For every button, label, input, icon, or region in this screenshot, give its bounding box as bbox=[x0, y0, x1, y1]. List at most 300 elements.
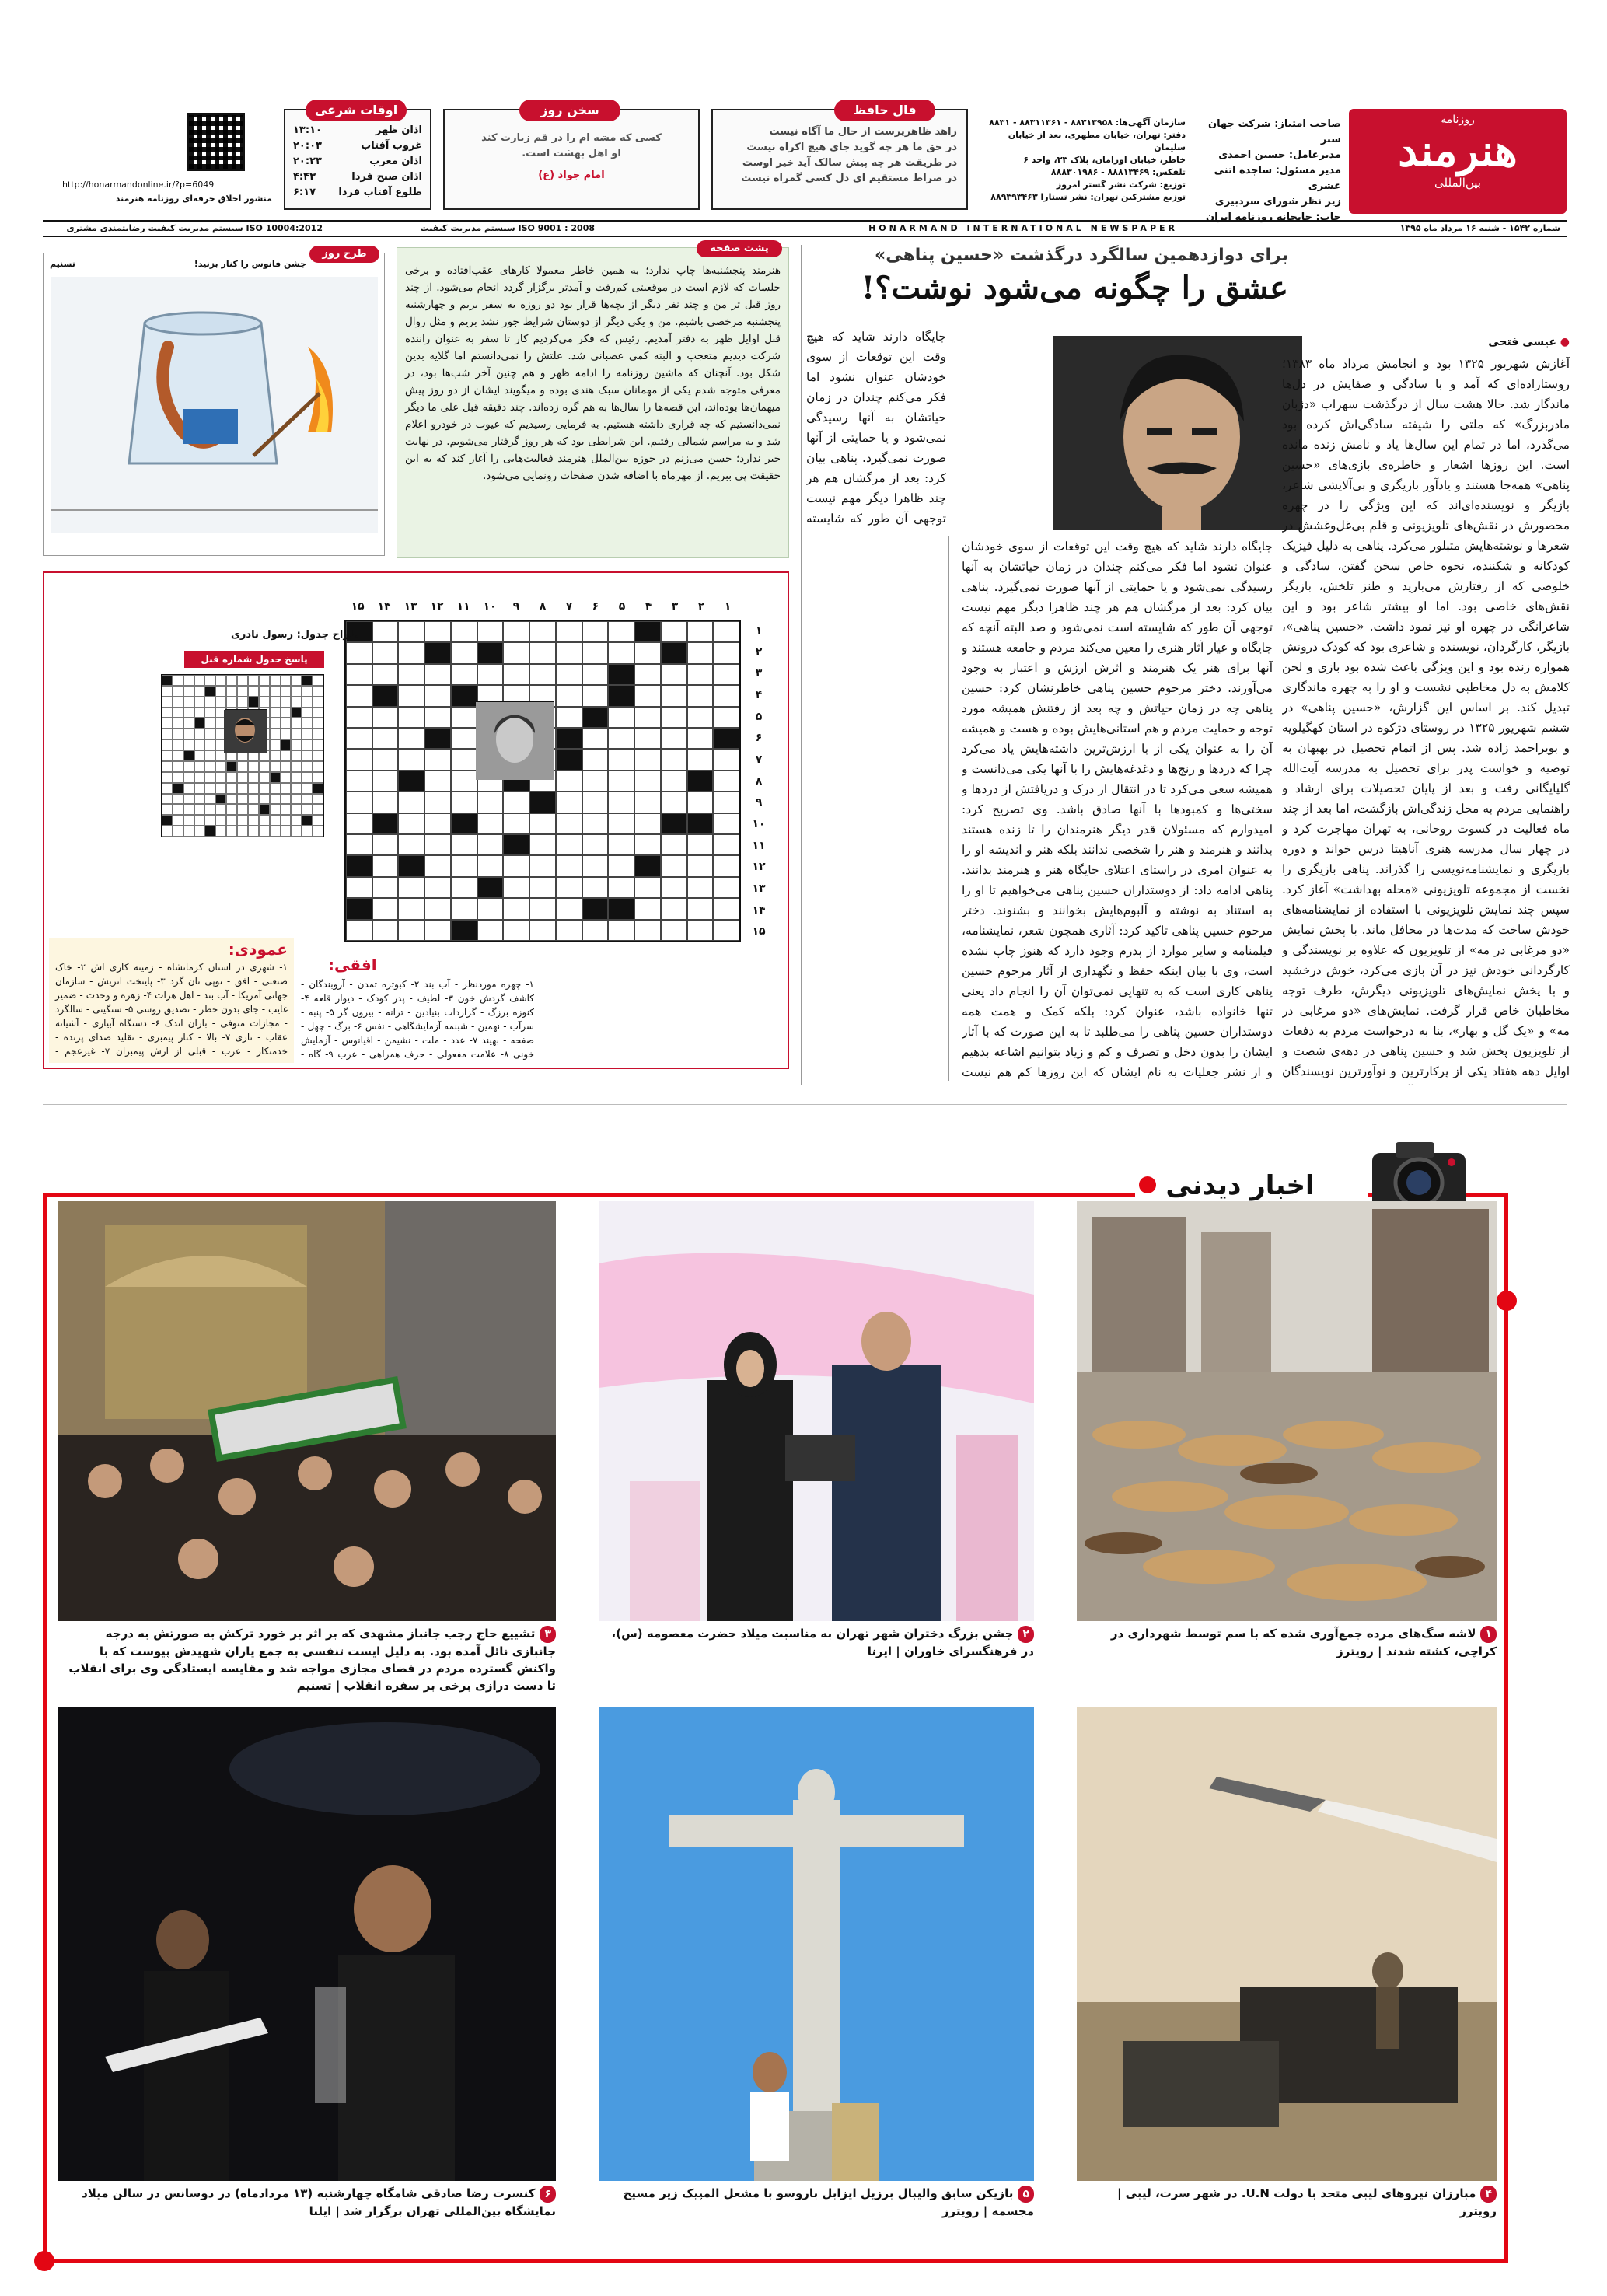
crossword-cell[interactable] bbox=[582, 728, 609, 749]
crossword-cell[interactable] bbox=[687, 877, 714, 898]
crossword-cell[interactable] bbox=[424, 855, 451, 876]
crossword-cell[interactable] bbox=[424, 685, 451, 706]
crossword-cell[interactable] bbox=[215, 783, 226, 794]
crossword-cell[interactable] bbox=[270, 718, 281, 729]
crossword-cell[interactable] bbox=[687, 749, 714, 770]
crossword-cell[interactable] bbox=[162, 772, 173, 783]
crossword-cell[interactable] bbox=[346, 898, 372, 919]
crossword-cell[interactable] bbox=[582, 664, 609, 685]
crossword-cell[interactable] bbox=[608, 920, 634, 941]
crossword-cell[interactable] bbox=[372, 792, 399, 813]
crossword-cell[interactable] bbox=[248, 697, 259, 708]
crossword-cell[interactable] bbox=[424, 834, 451, 855]
crossword-cell[interactable] bbox=[259, 697, 270, 708]
crossword-cell[interactable] bbox=[259, 826, 270, 837]
crossword-cell[interactable] bbox=[372, 920, 399, 941]
crossword-cell[interactable] bbox=[398, 621, 424, 642]
crossword-cell[interactable] bbox=[346, 813, 372, 834]
crossword-cell[interactable] bbox=[162, 804, 173, 815]
crossword-cell[interactable] bbox=[313, 761, 323, 772]
crossword-cell[interactable] bbox=[556, 792, 582, 813]
crossword-cell[interactable] bbox=[451, 855, 477, 876]
crossword-cell[interactable] bbox=[661, 920, 687, 941]
crossword-cell[interactable] bbox=[713, 685, 739, 706]
crossword-cell[interactable] bbox=[451, 707, 477, 728]
crossword-cell[interactable] bbox=[248, 761, 259, 772]
crossword-cell[interactable] bbox=[162, 750, 173, 761]
crossword-cell[interactable] bbox=[503, 813, 529, 834]
crossword-cell[interactable] bbox=[173, 804, 183, 815]
crossword-cell[interactable] bbox=[204, 718, 215, 729]
crossword-cell[interactable] bbox=[634, 685, 661, 706]
crossword-cell[interactable] bbox=[281, 794, 292, 805]
crossword-cell[interactable] bbox=[661, 855, 687, 876]
crossword-cell[interactable] bbox=[372, 664, 399, 685]
crossword-cell[interactable] bbox=[281, 697, 292, 708]
crossword-cell[interactable] bbox=[173, 761, 183, 772]
crossword-cell[interactable] bbox=[398, 877, 424, 898]
crossword-cell[interactable] bbox=[372, 771, 399, 792]
crossword-cell[interactable] bbox=[634, 707, 661, 728]
crossword-cell[interactable] bbox=[291, 815, 302, 826]
crossword-cell[interactable] bbox=[529, 664, 556, 685]
crossword-cell[interactable] bbox=[194, 675, 205, 686]
crossword-cell[interactable] bbox=[634, 792, 661, 813]
crossword-cell[interactable] bbox=[713, 642, 739, 663]
crossword-cell[interactable] bbox=[215, 815, 226, 826]
crossword-cell[interactable] bbox=[270, 826, 281, 837]
crossword-cell[interactable] bbox=[661, 728, 687, 749]
crossword-cell[interactable] bbox=[270, 708, 281, 718]
crossword-cell[interactable] bbox=[556, 877, 582, 898]
crossword-cell[interactable] bbox=[424, 749, 451, 770]
crossword-cell[interactable] bbox=[237, 761, 248, 772]
crossword-cell[interactable] bbox=[173, 783, 183, 794]
crossword-cell[interactable] bbox=[451, 664, 477, 685]
crossword-cell[interactable] bbox=[608, 855, 634, 876]
crossword-cell[interactable] bbox=[634, 834, 661, 855]
crossword-cell[interactable] bbox=[194, 815, 205, 826]
crossword-cell[interactable] bbox=[237, 697, 248, 708]
crossword-cell[interactable] bbox=[291, 750, 302, 761]
crossword-cell[interactable] bbox=[398, 664, 424, 685]
crossword-cell[interactable] bbox=[259, 794, 270, 805]
crossword-cell[interactable] bbox=[556, 642, 582, 663]
crossword-cell[interactable] bbox=[248, 686, 259, 697]
crossword-cell[interactable] bbox=[713, 621, 739, 642]
crossword-cell[interactable] bbox=[183, 794, 194, 805]
crossword-cell[interactable] bbox=[204, 675, 215, 686]
crossword-cell[interactable] bbox=[687, 898, 714, 919]
crossword-cell[interactable] bbox=[204, 686, 215, 697]
crossword-cell[interactable] bbox=[608, 898, 634, 919]
crossword-cell[interactable] bbox=[634, 898, 661, 919]
crossword-cell[interactable] bbox=[661, 771, 687, 792]
crossword-cell[interactable] bbox=[302, 718, 313, 729]
crossword-cell[interactable] bbox=[556, 749, 582, 770]
crossword-cell[interactable] bbox=[529, 898, 556, 919]
crossword-cell[interactable] bbox=[346, 685, 372, 706]
crossword-cell[interactable] bbox=[302, 739, 313, 750]
crossword-cell[interactable] bbox=[302, 697, 313, 708]
crossword-cell[interactable] bbox=[372, 707, 399, 728]
crossword-cell[interactable] bbox=[608, 813, 634, 834]
crossword-cell[interactable] bbox=[248, 826, 259, 837]
crossword-cell[interactable] bbox=[302, 708, 313, 718]
crossword-cell[interactable] bbox=[248, 794, 259, 805]
crossword-cell[interactable] bbox=[313, 708, 323, 718]
crossword-cell[interactable] bbox=[556, 855, 582, 876]
crossword-cell[interactable] bbox=[556, 728, 582, 749]
crossword-cell[interactable] bbox=[204, 772, 215, 783]
crossword-cell[interactable] bbox=[281, 783, 292, 794]
crossword-cell[interactable] bbox=[291, 718, 302, 729]
crossword-cell[interactable] bbox=[346, 664, 372, 685]
crossword-cell[interactable] bbox=[259, 804, 270, 815]
crossword-cell[interactable] bbox=[451, 792, 477, 813]
crossword-cell[interactable] bbox=[582, 792, 609, 813]
crossword-cell[interactable] bbox=[372, 749, 399, 770]
crossword-cell[interactable] bbox=[503, 855, 529, 876]
crossword-cell[interactable] bbox=[713, 749, 739, 770]
crossword-cell[interactable] bbox=[451, 920, 477, 941]
crossword-cell[interactable] bbox=[281, 686, 292, 697]
crossword-cell[interactable] bbox=[183, 686, 194, 697]
crossword-cell[interactable] bbox=[215, 794, 226, 805]
crossword-cell[interactable] bbox=[291, 772, 302, 783]
crossword-cell[interactable] bbox=[477, 621, 504, 642]
crossword-cell[interactable] bbox=[661, 707, 687, 728]
crossword-cell[interactable] bbox=[687, 685, 714, 706]
crossword-cell[interactable] bbox=[634, 642, 661, 663]
crossword-cell[interactable] bbox=[477, 813, 504, 834]
crossword-cell[interactable] bbox=[291, 794, 302, 805]
crossword-cell[interactable] bbox=[270, 739, 281, 750]
crossword-cell[interactable] bbox=[313, 826, 323, 837]
crossword-cell[interactable] bbox=[582, 621, 609, 642]
crossword-cell[interactable] bbox=[226, 783, 237, 794]
crossword-cell[interactable] bbox=[281, 772, 292, 783]
crossword-cell[interactable] bbox=[372, 813, 399, 834]
crossword-cell[interactable] bbox=[194, 783, 205, 794]
crossword-cell[interactable] bbox=[291, 708, 302, 718]
crossword-cell[interactable] bbox=[226, 772, 237, 783]
crossword-cell[interactable] bbox=[259, 815, 270, 826]
crossword-cell[interactable] bbox=[237, 686, 248, 697]
crossword-cell[interactable] bbox=[687, 664, 714, 685]
crossword-cell[interactable] bbox=[313, 794, 323, 805]
crossword-cell[interactable] bbox=[372, 834, 399, 855]
crossword-cell[interactable] bbox=[215, 686, 226, 697]
crossword-cell[interactable] bbox=[477, 834, 504, 855]
crossword-cell[interactable] bbox=[313, 815, 323, 826]
crossword-cell[interactable] bbox=[270, 815, 281, 826]
crossword-cell[interactable] bbox=[477, 920, 504, 941]
crossword-cell[interactable] bbox=[215, 761, 226, 772]
crossword-cell[interactable] bbox=[634, 813, 661, 834]
crossword-cell[interactable] bbox=[281, 739, 292, 750]
crossword-cell[interactable] bbox=[556, 898, 582, 919]
crossword-cell[interactable] bbox=[424, 792, 451, 813]
crossword-cell[interactable] bbox=[687, 642, 714, 663]
crossword-cell[interactable] bbox=[183, 675, 194, 686]
crossword-cell[interactable] bbox=[194, 826, 205, 837]
crossword-cell[interactable] bbox=[424, 898, 451, 919]
crossword-cell[interactable] bbox=[608, 749, 634, 770]
crossword-cell[interactable] bbox=[634, 920, 661, 941]
crossword-cell[interactable] bbox=[372, 728, 399, 749]
crossword-cell[interactable] bbox=[281, 675, 292, 686]
crossword-cell[interactable] bbox=[346, 707, 372, 728]
crossword-cell[interactable] bbox=[270, 794, 281, 805]
crossword-cell[interactable] bbox=[529, 813, 556, 834]
crossword-cell[interactable] bbox=[503, 898, 529, 919]
crossword-cell[interactable] bbox=[608, 728, 634, 749]
crossword-cell[interactable] bbox=[291, 783, 302, 794]
crossword-cell[interactable] bbox=[204, 826, 215, 837]
crossword-cell[interactable] bbox=[582, 877, 609, 898]
crossword-cell[interactable] bbox=[424, 877, 451, 898]
crossword-cell[interactable] bbox=[503, 664, 529, 685]
crossword-cell[interactable] bbox=[608, 792, 634, 813]
crossword-cell[interactable] bbox=[634, 621, 661, 642]
crossword-cell[interactable] bbox=[661, 792, 687, 813]
crossword-cell[interactable] bbox=[183, 729, 194, 739]
crossword-cell[interactable] bbox=[281, 718, 292, 729]
crossword-cell[interactable] bbox=[477, 664, 504, 685]
crossword-cell[interactable] bbox=[302, 686, 313, 697]
crossword-cell[interactable] bbox=[248, 772, 259, 783]
crossword-cell[interactable] bbox=[661, 685, 687, 706]
crossword-cell[interactable] bbox=[248, 815, 259, 826]
crossword-cell[interactable] bbox=[713, 813, 739, 834]
crossword-cell[interactable] bbox=[173, 686, 183, 697]
crossword-cell[interactable] bbox=[608, 707, 634, 728]
crossword-cell[interactable] bbox=[270, 675, 281, 686]
crossword-cell[interactable] bbox=[204, 804, 215, 815]
crossword-cell[interactable] bbox=[226, 761, 237, 772]
crossword-cell[interactable] bbox=[313, 686, 323, 697]
crossword-cell[interactable] bbox=[291, 804, 302, 815]
crossword-cell[interactable] bbox=[503, 834, 529, 855]
crossword-cell[interactable] bbox=[687, 621, 714, 642]
crossword-cell[interactable] bbox=[226, 794, 237, 805]
crossword-cell[interactable] bbox=[204, 783, 215, 794]
crossword-grid[interactable] bbox=[344, 620, 741, 942]
crossword-cell[interactable] bbox=[608, 771, 634, 792]
crossword-cell[interactable] bbox=[183, 761, 194, 772]
crossword-cell[interactable] bbox=[204, 739, 215, 750]
crossword-cell[interactable] bbox=[346, 728, 372, 749]
crossword-cell[interactable] bbox=[503, 642, 529, 663]
crossword-cell[interactable] bbox=[556, 920, 582, 941]
crossword-cell[interactable] bbox=[503, 920, 529, 941]
crossword-cell[interactable] bbox=[183, 826, 194, 837]
crossword-cell[interactable] bbox=[162, 761, 173, 772]
crossword-cell[interactable] bbox=[291, 761, 302, 772]
crossword-cell[interactable] bbox=[556, 834, 582, 855]
crossword-cell[interactable] bbox=[529, 877, 556, 898]
crossword-cell[interactable] bbox=[204, 697, 215, 708]
crossword-cell[interactable] bbox=[346, 920, 372, 941]
crossword-cell[interactable] bbox=[582, 920, 609, 941]
crossword-cell[interactable] bbox=[270, 729, 281, 739]
crossword-cell[interactable] bbox=[237, 772, 248, 783]
crossword-cell[interactable] bbox=[270, 686, 281, 697]
crossword-cell[interactable] bbox=[661, 621, 687, 642]
crossword-cell[interactable] bbox=[424, 771, 451, 792]
crossword-cell[interactable] bbox=[634, 877, 661, 898]
crossword-cell[interactable] bbox=[556, 664, 582, 685]
crossword-cell[interactable] bbox=[451, 813, 477, 834]
crossword-cell[interactable] bbox=[313, 697, 323, 708]
crossword-cell[interactable] bbox=[608, 877, 634, 898]
crossword-cell[interactable] bbox=[270, 804, 281, 815]
crossword-cell[interactable] bbox=[183, 697, 194, 708]
crossword-cell[interactable] bbox=[451, 728, 477, 749]
crossword-cell[interactable] bbox=[162, 826, 173, 837]
crossword-cell[interactable] bbox=[237, 815, 248, 826]
crossword-cell[interactable] bbox=[713, 664, 739, 685]
crossword-cell[interactable] bbox=[477, 642, 504, 663]
crossword-cell[interactable] bbox=[173, 697, 183, 708]
crossword-cell[interactable] bbox=[204, 794, 215, 805]
crossword-cell[interactable] bbox=[313, 804, 323, 815]
crossword-cell[interactable] bbox=[270, 783, 281, 794]
crossword-cell[interactable] bbox=[302, 804, 313, 815]
crossword-cell[interactable] bbox=[313, 772, 323, 783]
crossword-cell[interactable] bbox=[713, 771, 739, 792]
crossword-cell[interactable] bbox=[237, 804, 248, 815]
crossword-cell[interactable] bbox=[281, 750, 292, 761]
crossword-cell[interactable] bbox=[372, 855, 399, 876]
crossword-cell[interactable] bbox=[259, 783, 270, 794]
crossword-cell[interactable] bbox=[424, 707, 451, 728]
crossword-cell[interactable] bbox=[173, 708, 183, 718]
crossword-cell[interactable] bbox=[302, 729, 313, 739]
crossword-cell[interactable] bbox=[661, 813, 687, 834]
crossword-cell[interactable] bbox=[398, 749, 424, 770]
crossword-cell[interactable] bbox=[194, 772, 205, 783]
crossword-cell[interactable] bbox=[346, 792, 372, 813]
crossword-cell[interactable] bbox=[556, 771, 582, 792]
crossword-cell[interactable] bbox=[503, 792, 529, 813]
crossword-cell[interactable] bbox=[173, 826, 183, 837]
crossword-cell[interactable] bbox=[477, 792, 504, 813]
crossword-cell[interactable] bbox=[270, 761, 281, 772]
crossword-cell[interactable] bbox=[529, 621, 556, 642]
crossword-cell[interactable] bbox=[346, 877, 372, 898]
crossword-cell[interactable] bbox=[226, 686, 237, 697]
crossword-cell[interactable] bbox=[346, 855, 372, 876]
crossword-cell[interactable] bbox=[291, 686, 302, 697]
crossword-cell[interactable] bbox=[424, 813, 451, 834]
crossword-cell[interactable] bbox=[713, 898, 739, 919]
crossword-cell[interactable] bbox=[582, 771, 609, 792]
crossword-cell[interactable] bbox=[162, 729, 173, 739]
crossword-cell[interactable] bbox=[398, 771, 424, 792]
crossword-cell[interactable] bbox=[248, 675, 259, 686]
crossword-cell[interactable] bbox=[215, 804, 226, 815]
crossword-cell[interactable] bbox=[313, 739, 323, 750]
crossword-cell[interactable] bbox=[226, 675, 237, 686]
crossword-cell[interactable] bbox=[556, 621, 582, 642]
crossword-cell[interactable] bbox=[162, 675, 173, 686]
crossword-cell[interactable] bbox=[237, 826, 248, 837]
crossword-cell[interactable] bbox=[346, 642, 372, 663]
crossword-cell[interactable] bbox=[634, 664, 661, 685]
crossword-cell[interactable] bbox=[173, 729, 183, 739]
crossword-cell[interactable] bbox=[194, 761, 205, 772]
crossword-cell[interactable] bbox=[302, 761, 313, 772]
crossword-cell[interactable] bbox=[215, 675, 226, 686]
crossword-cell[interactable] bbox=[226, 815, 237, 826]
crossword-cell[interactable] bbox=[661, 834, 687, 855]
crossword-cell[interactable] bbox=[687, 771, 714, 792]
crossword-cell[interactable] bbox=[194, 804, 205, 815]
crossword-cell[interactable] bbox=[398, 792, 424, 813]
crossword-cell[interactable] bbox=[162, 718, 173, 729]
crossword-cell[interactable] bbox=[162, 697, 173, 708]
crossword-cell[interactable] bbox=[451, 771, 477, 792]
crossword-cell[interactable] bbox=[291, 826, 302, 837]
crossword-cell[interactable] bbox=[173, 815, 183, 826]
crossword-cell[interactable] bbox=[183, 739, 194, 750]
crossword-cell[interactable] bbox=[634, 771, 661, 792]
crossword-cell[interactable] bbox=[204, 708, 215, 718]
crossword-cell[interactable] bbox=[424, 920, 451, 941]
crossword-cell[interactable] bbox=[477, 898, 504, 919]
crossword-cell[interactable] bbox=[372, 621, 399, 642]
crossword-cell[interactable] bbox=[634, 728, 661, 749]
crossword-cell[interactable] bbox=[194, 708, 205, 718]
crossword-cell[interactable] bbox=[398, 898, 424, 919]
crossword-cell[interactable] bbox=[194, 697, 205, 708]
crossword-cell[interactable] bbox=[281, 826, 292, 837]
crossword-cell[interactable] bbox=[372, 642, 399, 663]
crossword-cell[interactable] bbox=[270, 697, 281, 708]
crossword-cell[interactable] bbox=[194, 718, 205, 729]
crossword-cell[interactable] bbox=[582, 898, 609, 919]
crossword-cell[interactable] bbox=[582, 749, 609, 770]
crossword-cell[interactable] bbox=[237, 783, 248, 794]
crossword-cell[interactable] bbox=[183, 783, 194, 794]
crossword-cell[interactable] bbox=[582, 707, 609, 728]
crossword-cell[interactable] bbox=[713, 728, 739, 749]
crossword-cell[interactable] bbox=[372, 898, 399, 919]
crossword-cell[interactable] bbox=[313, 675, 323, 686]
crossword-cell[interactable] bbox=[372, 685, 399, 706]
crossword-cell[interactable] bbox=[204, 761, 215, 772]
crossword-cell[interactable] bbox=[248, 783, 259, 794]
crossword-cell[interactable] bbox=[226, 826, 237, 837]
crossword-cell[interactable] bbox=[204, 729, 215, 739]
crossword-cell[interactable] bbox=[451, 834, 477, 855]
crossword-cell[interactable] bbox=[173, 739, 183, 750]
crossword-cell[interactable] bbox=[451, 877, 477, 898]
crossword-cell[interactable] bbox=[204, 815, 215, 826]
crossword-cell[interactable] bbox=[162, 739, 173, 750]
crossword-cell[interactable] bbox=[281, 815, 292, 826]
crossword-cell[interactable] bbox=[661, 749, 687, 770]
crossword-cell[interactable] bbox=[173, 794, 183, 805]
crossword-cell[interactable] bbox=[215, 772, 226, 783]
crossword-cell[interactable] bbox=[529, 855, 556, 876]
crossword-cell[interactable] bbox=[713, 877, 739, 898]
crossword-cell[interactable] bbox=[259, 675, 270, 686]
crossword-cell[interactable] bbox=[270, 772, 281, 783]
crossword-cell[interactable] bbox=[608, 685, 634, 706]
